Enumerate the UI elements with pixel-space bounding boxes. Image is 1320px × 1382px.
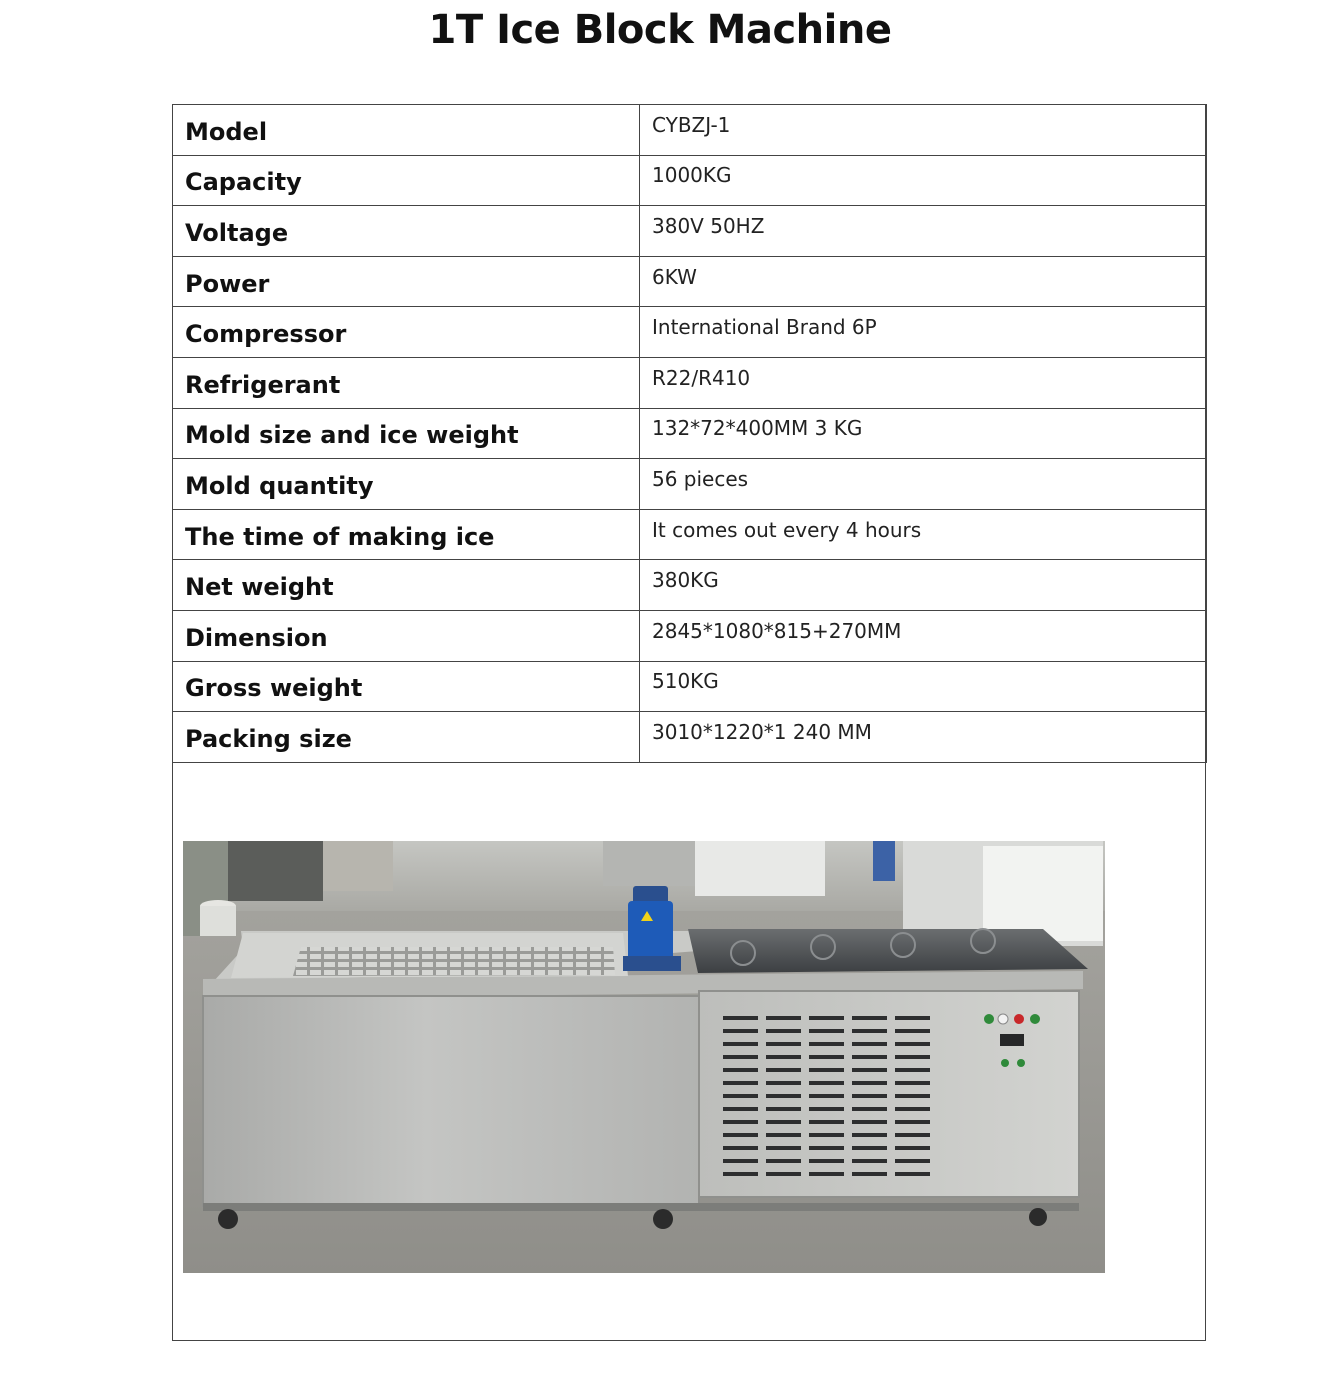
spec-label: Voltage (173, 206, 640, 257)
spec-label: Packing size (173, 712, 640, 763)
spec-label: Compressor (173, 307, 640, 358)
spec-label: Mold quantity (173, 459, 640, 510)
spec-label: Gross weight (173, 661, 640, 712)
spec-label: Mold size and ice weight (173, 408, 640, 459)
table-row (173, 256, 1207, 307)
page-title: 1T Ice Block Machine (428, 7, 892, 53)
spec-label: Dimension (173, 610, 640, 661)
ice-block-machine-photo (183, 841, 1105, 1273)
spec-value: 2845*1080*815+270MM (640, 610, 1207, 661)
caster-wheel (218, 1209, 238, 1229)
table-row (173, 509, 1207, 560)
table-row (173, 408, 1207, 459)
agitator-motor (628, 901, 673, 961)
spec-value: 6KW (640, 256, 1207, 307)
spec-value: 380KG (640, 560, 1207, 611)
table-row (173, 610, 1207, 661)
spec-value: 510KG (640, 661, 1207, 712)
spec-value: 132*72*400MM 3 KG (640, 408, 1207, 459)
spec-value: R22/R410 (640, 357, 1207, 408)
table-row (173, 206, 1207, 257)
table-row (173, 712, 1207, 763)
spec-value: International Brand 6P (640, 307, 1207, 358)
spec-label: Capacity (173, 155, 640, 206)
machine-body-left (203, 996, 699, 1206)
spec-label: Model (173, 105, 640, 156)
spec-value: It comes out every 4 hours (640, 509, 1207, 560)
table-row (173, 105, 1207, 156)
table-row (173, 560, 1207, 611)
table-row (173, 357, 1207, 408)
ice-molds (293, 947, 615, 976)
spec-label: Net weight (173, 560, 640, 611)
table-row (173, 661, 1207, 712)
spec-label: The time of making ice (173, 509, 640, 560)
spec-label: Power (173, 256, 640, 307)
spec-table (172, 104, 1207, 763)
table-row (173, 155, 1207, 206)
spec-value: 3010*1220*1 240 MM (640, 712, 1207, 763)
machine-lid (688, 929, 1088, 973)
spec-value: 56 pieces (640, 459, 1207, 510)
caster-wheel (653, 1209, 673, 1229)
spec-label: Refrigerant (173, 357, 640, 408)
table-row (173, 459, 1207, 510)
table-row (173, 307, 1207, 358)
caster-wheel (1029, 1208, 1047, 1226)
spec-value: 380V 50HZ (640, 206, 1207, 257)
spec-value: 1000KG (640, 155, 1207, 206)
spec-value: CYBZJ-1 (640, 105, 1207, 156)
